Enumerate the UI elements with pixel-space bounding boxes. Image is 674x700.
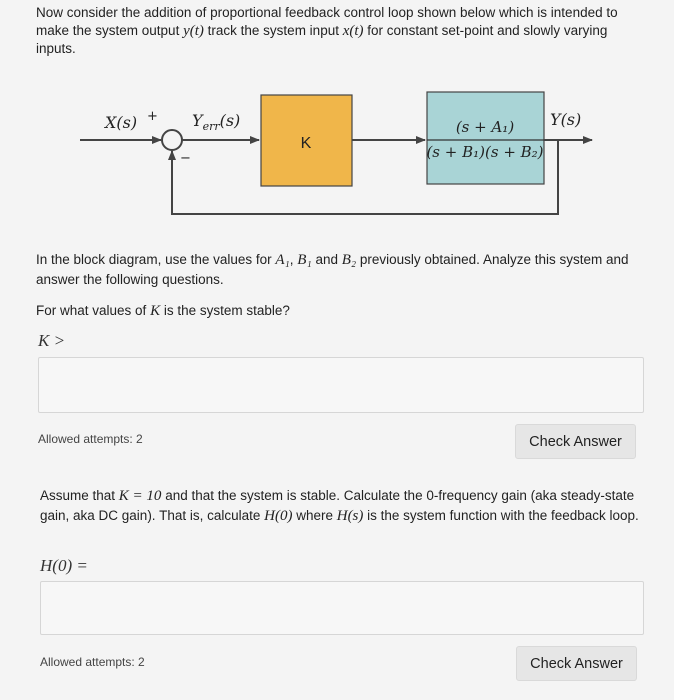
q1-text-2: previously obtained. Analyze this system and answer the following questions. [36,252,629,287]
gain-block-label: K [300,135,312,152]
intro-text-3: for constant set-point and slowly varying inputs. [36,23,608,56]
input-label: X(s) [105,113,138,132]
q2-text-3: where [292,508,337,523]
q2-check-answer-button[interactable]: Check Answer [516,646,637,681]
error-label-arg: (s) [219,111,241,130]
q1-b2: B₂ [341,252,357,268]
error-label [192,111,240,133]
question2-context [40,486,640,526]
plus-sign: + [147,109,158,124]
block-diagram [0,78,674,228]
q1-prompt-k: K [150,303,161,319]
plant-denominator: (s + B₁)(s + B₂) [426,143,544,161]
q1-attempts-text: Allowed attempts: 2 [38,432,143,446]
q1-a1: A₁ [275,252,290,268]
question1-prompt [36,301,642,321]
q1-prompt-text-1: For what values of [36,303,151,318]
q1-answer-label: K > [38,331,66,350]
q2-h0: H(0) [264,508,293,524]
minus-sign: − [180,151,191,166]
q2-text-2: and that the system is stable. Calculate the 0-frequency gain (aka steady-state gain, aka DC gain). That is, calculate [40,488,635,523]
q2-attempts-text: Allowed attempts: 2 [40,655,145,669]
q1-answer-input[interactable] [38,357,644,413]
error-label-base: Y [192,111,203,130]
q1-sep-1: , [289,252,298,267]
q2-text-4: is the system function with the feedback loop. [363,508,639,523]
q1-sep-2: and [311,252,342,267]
q2-text-1: Assume that [40,488,119,503]
intro-text-2: track the system input [203,23,343,38]
intro-y-of-t: y(t) [183,23,204,39]
output-label: Y(s) [550,110,582,129]
plant-block [427,92,544,184]
q2-answer-label: H(0) = [40,556,88,575]
q1-check-answer-button[interactable]: Check Answer [515,424,636,459]
error-label-sub: err [202,120,220,133]
q1-text-1: In the block diagram, use the values for [36,252,276,267]
q2-hs: H(s) [336,508,364,524]
intro-x-of-t: x(t) [342,23,364,39]
q2-k-eq: K = 10 [118,488,162,504]
q1-prompt-text-2: is the system stable? [160,303,290,318]
q1-b1: B₁ [297,252,312,268]
summing-junction [162,130,182,150]
plant-numerator: (s + A₁) [455,118,515,136]
intro-paragraph [36,4,636,58]
question1-context [36,250,642,289]
q2-answer-input[interactable] [40,581,644,635]
intro-text-1: Now consider the addition of proportional feedback control loop shown below which is intended to make the system output [36,5,618,38]
